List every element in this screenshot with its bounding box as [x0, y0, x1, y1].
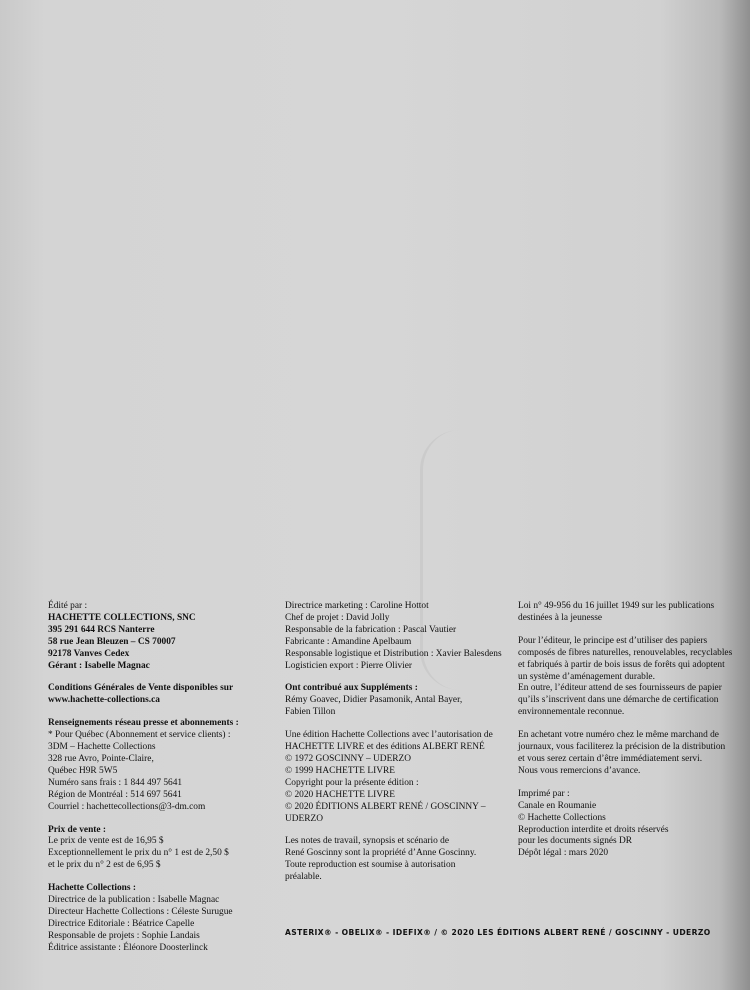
- paper-line: un système d’aménagement durable.: [518, 671, 655, 682]
- law-line-2: destinées à la jeunesse: [518, 612, 603, 623]
- phone-free: Numéro sans frais : 1 844 497 5641: [48, 777, 183, 788]
- email: Courriel : hachettecollections@3-dm.com: [48, 801, 206, 812]
- credit-line: Responsable de la fabrication : Pascal Vautier: [285, 624, 457, 635]
- company-name: HACHETTE COLLECTIONS, SNC: [48, 612, 196, 623]
- edition-line: © 2020 HACHETTE LIVRE: [285, 789, 395, 800]
- staff-line: Directrice de la publication : Isabelle Magnac: [48, 895, 220, 906]
- notes-line: préalable.: [285, 872, 322, 883]
- phone-montreal: Région de Montréal : 514 697 5641: [48, 789, 182, 800]
- credit-line: Responsable logistique et Distribution : Xavier Balesdens: [285, 648, 502, 659]
- quebec-line-4: Québec H9R 5W5: [48, 765, 118, 776]
- conditions-line-2: www.hachette-collections.ca: [48, 695, 160, 706]
- edition-line: UDERZO: [285, 813, 324, 824]
- credit-line: Fabricante : Amandine Apelbaum: [285, 636, 412, 647]
- edition-line: © 2020 ÉDITIONS ALBERT RENÉ / GOSCINNY –: [285, 801, 486, 812]
- manager: Gérant : Isabelle Magnac: [48, 660, 150, 671]
- paper-line: En outre, l’éditeur attend de ses fournisseurs de papier: [518, 683, 722, 694]
- paper-line: Pour l’éditeur, le principe est d’utiliser des papiers: [518, 635, 708, 646]
- price-line-1: Le prix de vente est de 16,95 $: [48, 836, 164, 847]
- paper-line: composés de fibres naturelles, renouvelables, recyclables: [518, 647, 733, 658]
- notes-line: Toute reproduction est soumise à autorisation: [285, 860, 456, 871]
- print-line: Canale en Roumanie: [518, 800, 597, 811]
- edition-line: © 1999 HACHETTE LIVRE: [285, 765, 395, 776]
- rcs-number: 395 291 644 RCS Nanterre: [48, 624, 155, 635]
- buy-line: et vous serez certain d’être immédiatement servi.: [518, 753, 703, 764]
- street-address: 58 rue Jean Bleuzen – CS 70007: [48, 636, 176, 647]
- column-legal: [518, 601, 733, 860]
- law-line-1: Loi n° 49-956 du 16 juillet 1949 sur les publications: [518, 601, 715, 611]
- edited-by-label: Édité par :: [48, 601, 88, 611]
- buy-line: En achetant votre numéro chez le même marchand de: [518, 730, 719, 741]
- edition-line: © 1972 GOSCINNY – UDERZO: [285, 753, 412, 764]
- supplements-line-2: Fabien Tillon: [285, 707, 336, 718]
- quebec-line-1: * Pour Québec (Abonnement et service clients) :: [48, 730, 231, 741]
- paper-line: environnementale reconnue.: [518, 707, 625, 718]
- quebec-line-3: 328 rue Avro, Pointe-Claire,: [48, 753, 154, 764]
- print-line: Reproduction interdite et droits réservés: [518, 824, 669, 835]
- edition-line: Une édition Hachette Collections avec l’autorisation de: [285, 730, 493, 741]
- edition-line: Copyright pour la présente édition :: [285, 777, 419, 788]
- staff-line: Directeur Hachette Collections : Céleste Surugue: [48, 906, 233, 917]
- conditions-line-1: Conditions Générales de Vente disponibles sur: [48, 683, 234, 694]
- paper-line: et fabriqués à partir de bois issus de forêts qui adoptent: [518, 659, 725, 670]
- staff-title: Hachette Collections :: [48, 883, 136, 894]
- city-address: 92178 Vanves Cedex: [48, 648, 130, 659]
- info-title: Renseignements réseau presse et abonnements :: [48, 718, 239, 729]
- credit-line: Logisticien export : Pierre Olivier: [285, 660, 413, 671]
- column-publisher: [48, 601, 273, 955]
- buy-line: Nous vous remercions d’avance.: [518, 765, 641, 776]
- notes-line: René Goscinny sont la propriété d’Anne Goscinny.: [285, 848, 477, 859]
- supplements-title: Ont contribué aux Suppléments :: [285, 683, 418, 694]
- print-line: © Hachette Collections: [518, 812, 606, 823]
- buy-line: journaux, vous faciliterez la précision de la distribution: [518, 742, 726, 753]
- price-title: Prix de vente :: [48, 824, 107, 835]
- staff-line: Responsable de projets : Sophie Landais: [48, 930, 200, 941]
- quebec-line-2: 3DM – Hachette Collections: [48, 742, 156, 753]
- supplements-line-1: Rémy Goavec, Didier Pasamonik, Antal Bayer,: [285, 695, 463, 706]
- print-line: Dépôt légal : mars 2020: [518, 848, 609, 859]
- price-line-3: et le prix du n° 2 est de 6,95 $: [48, 860, 161, 871]
- print-title: Imprimé par :: [518, 788, 570, 799]
- trademark-footer: ASTERIX® - OBELIX® - IDEFIX® / © 2020 LES ÉDITIONS ALBERT RENÉ / GOSCINNY - UDERZO: [285, 928, 711, 937]
- staff-line: Éditrice assistante : Éléonore Doosterlinck: [48, 942, 208, 953]
- credit-line: Directrice marketing : Caroline Hottot: [285, 601, 429, 611]
- edition-line: HACHETTE LIVRE et des éditions ALBERT RENÉ: [285, 742, 485, 753]
- credit-line: Chef de projet : David Jolly: [285, 612, 390, 623]
- paper-line: qu’ils s’inscrivent dans une démarche de certification: [518, 695, 719, 706]
- print-line: pour les documents signés DR: [518, 836, 633, 847]
- price-line-2: Exceptionnellement le prix du n° 1 est de 2,50 $: [48, 848, 229, 859]
- notes-line: Les notes de travail, synopsis et scénario de: [285, 836, 450, 847]
- staff-line: Directrice Editoriale : Béatrice Capelle: [48, 918, 195, 929]
- column-credits: [285, 601, 505, 884]
